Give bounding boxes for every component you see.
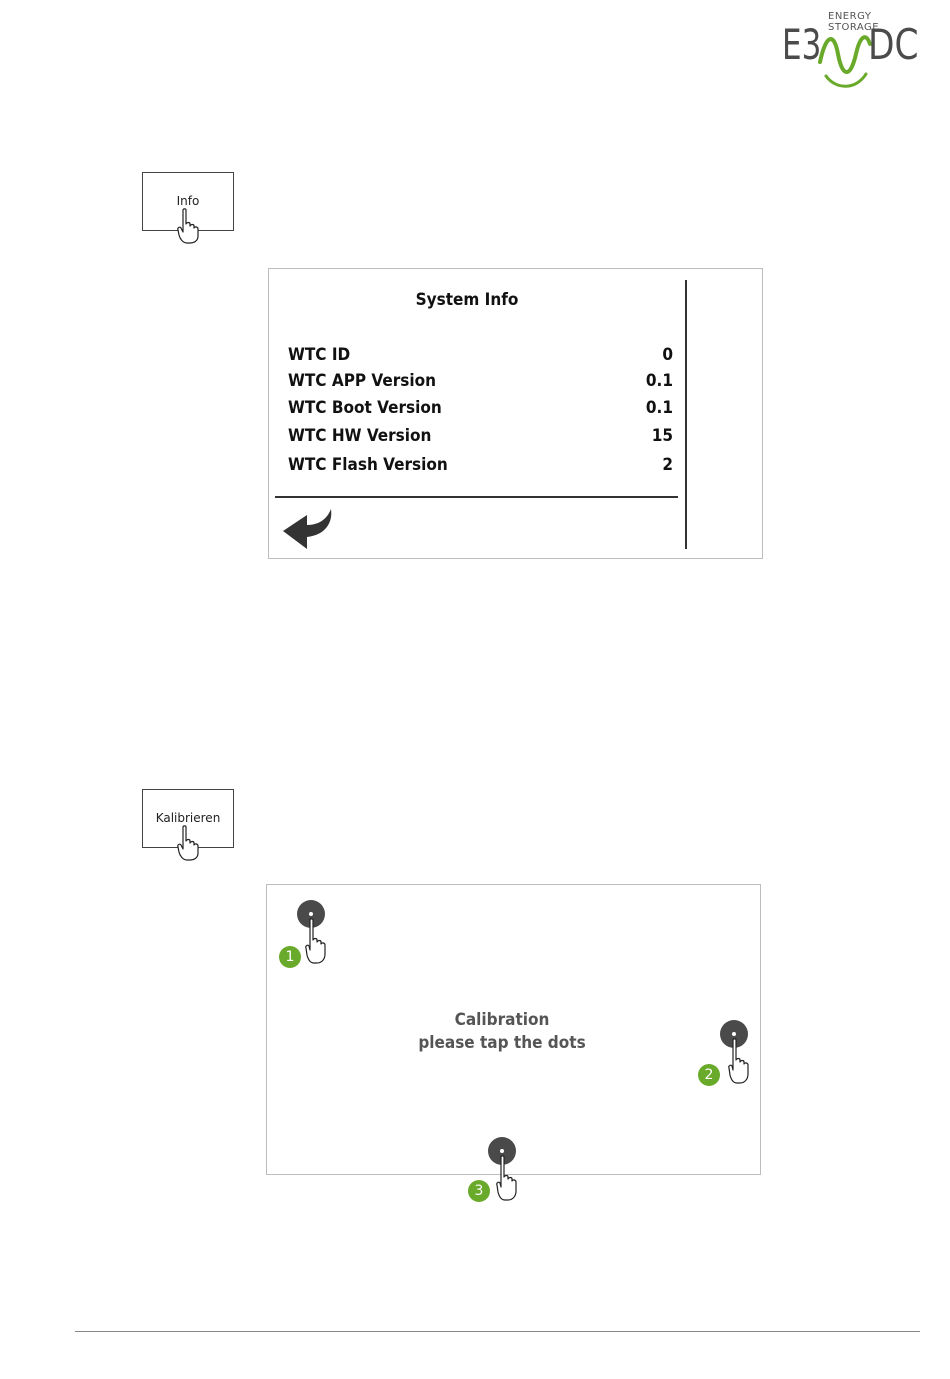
pointing-hand-icon [305, 918, 327, 964]
pointing-hand-icon [177, 208, 199, 244]
step-badge-3: 3 [468, 1180, 490, 1202]
info-row-value: 0.1 [645, 371, 673, 391]
info-row [288, 455, 673, 477]
e3dc-logo [780, 8, 920, 92]
info-row-label: WTC Flash Version [288, 455, 448, 475]
logo-wave-icon [816, 24, 874, 90]
calibrate-key-label: Kalibrieren [155, 811, 221, 825]
info-row-label: WTC ID [288, 345, 351, 365]
calibrate-key[interactable] [142, 789, 234, 848]
info-row-value: 2 [662, 455, 673, 475]
logo-mark-left: E3 [782, 20, 822, 69]
back-arrow-icon[interactable] [281, 507, 335, 553]
calibration-screen [266, 884, 761, 1175]
info-row [288, 345, 673, 367]
info-key-label: Info [176, 194, 200, 208]
info-row-label: WTC HW Version [288, 426, 432, 446]
logo-tagline: ENERGY STORAGE [828, 11, 880, 33]
pointing-hand-icon [177, 825, 199, 861]
step-badge-2: 2 [698, 1064, 720, 1086]
system-info-screen [268, 268, 763, 559]
logo-mark-right: DC [868, 20, 919, 69]
calibration-subtitle: please tap the dots [418, 1033, 586, 1053]
info-row [288, 398, 673, 420]
info-row [288, 426, 673, 448]
info-row-value: 0.1 [645, 398, 673, 418]
divider [685, 280, 687, 549]
pointing-hand-icon [496, 1155, 518, 1201]
system-info-title: System Info [415, 290, 519, 310]
info-row-value: 15 [651, 426, 673, 446]
info-row [288, 371, 673, 393]
step-badge-1: 1 [279, 946, 301, 968]
divider [275, 496, 678, 498]
calibration-title: Calibration [454, 1010, 550, 1030]
pointing-hand-icon [728, 1038, 750, 1084]
info-row-label: WTC Boot Version [288, 398, 442, 418]
footer-divider [75, 1331, 920, 1332]
info-key[interactable] [142, 172, 234, 231]
info-row-label: WTC APP Version [288, 371, 436, 391]
info-row-value: 0 [662, 345, 673, 365]
